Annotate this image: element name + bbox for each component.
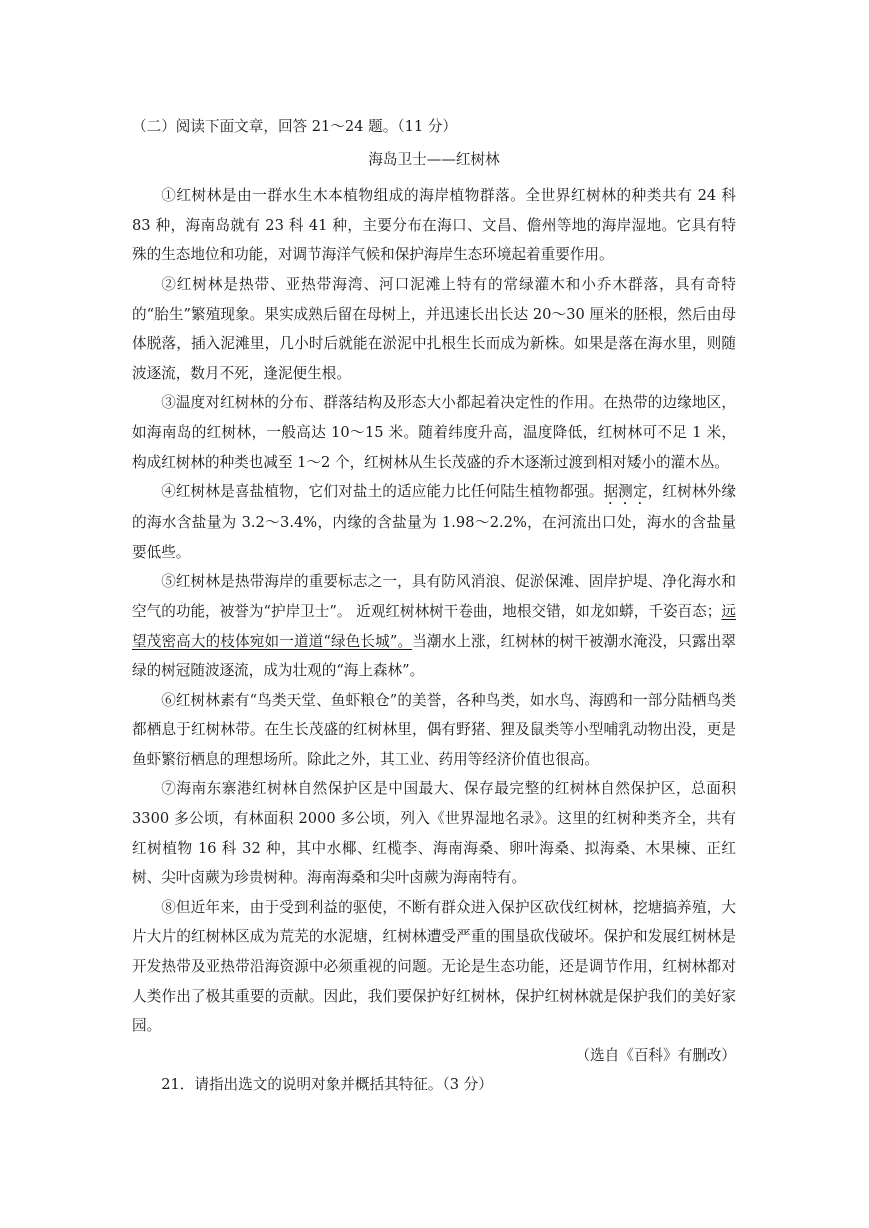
reading-passage bbox=[132, 112, 736, 1100]
dotted-phrase: 据测定 bbox=[603, 483, 648, 501]
paragraph-4-text-b: ，红树林外缘的海水含盐量为 3.2～3.4%，内缘的含盐量为 1.98～2.2%，在河流出口处，海水的含盐量要低些。 bbox=[132, 483, 736, 561]
paragraph-6: ⑥红树林素有“鸟类天堂、鱼虾粮仓”的美誉，各种鸟类，如水鸟、海鸥和一部分陆栖鸟类都栖息于红树林带。在生长茂盛的红树林里，偶有野猪、狸及鼠类等小型哺乳动物出没，更是鱼虾繁衍栖息的理想场所。除此之外，其工业、药用等经济价值也很高。 bbox=[132, 691, 736, 768]
paragraph-4 bbox=[132, 477, 736, 567]
paragraph-5 bbox=[132, 567, 736, 685]
paragraph-5-text-a: ⑤红树林是热带海岸的重要标志之一，具有防风消浪、促淤保滩、固岸护堤、净化海水和空气的功能，被誉为“护岸卫士”。 近观红树林树干卷曲，地根交错，如龙如蟒，千姿百态； bbox=[132, 573, 736, 620]
passage-title: 海岛卫士——红树林 bbox=[368, 150, 500, 168]
source-note: （选自《百科》有删改） bbox=[575, 1046, 736, 1064]
question-21: 21．请指出选文的说明对象并概括其特征。（3 分） bbox=[161, 1076, 493, 1094]
underlined-sentence: 远望茂密高大的枝体宛如一道道“绿色长城”。 bbox=[132, 602, 736, 650]
paragraph-5-text-b: 当潮水上涨，红树林的树干被潮水淹没，只露出翠绿的树冠随波逐流，成为壮观的“海上森林”。 bbox=[132, 632, 736, 680]
paragraph-1: ①红树林是由一群水生木本植物组成的海岸植物群落。全世界红树林的种类共有 24 科 83 种，海南岛就有 23 科 41 种，主要分布在海口、文昌、儋州等地的海岸湿地。它具有特殊的生态地位和功能，对调节海洋气候和保护海岸生态环境起着重要作用。 bbox=[132, 187, 736, 264]
paragraph-4-text-a: ④红树林是喜盐植物，它们对盐土的适应能力比任何陆生植物都强。 bbox=[161, 483, 604, 501]
section-header: （二）阅读下面文章，回答 21～24 题。（11 分） bbox=[132, 118, 458, 135]
paragraph-8: ⑧但近年来，由于受到利益的驱使，不断有群众进入保护区砍伐红树林，挖塘搞养殖，大片大片的红树林区成为荒芜的水泥塘，红树林遭受严重的围垦砍伐破坏。保护和发展红树林是开发热带及亚热带沿海资源中必须重视的问题。无论是生态功能，还是调节作用，红树林都对人类作出了极其重要的贡献。因此，我们要保护好红树林，保护红树林就是保护我们的美好家园。 bbox=[132, 898, 736, 1035]
paragraph-3: ③温度对红树林的分布、群落结构及形态大小都起着决定性的作用。在热带的边缘地区，如海南岛的红树林，一般高达 10～15 米。随着纬度升高，温度降低，红树林可不足 1 米，构成红树林的种类也减至 1～2 个，红树林从生长茂盛的乔木逐渐过渡到相对矮小的灌木丛。 bbox=[132, 394, 736, 471]
paragraph-7: ⑦海南东寨港红树林自然保护区是中国最大、保存最完整的红树林自然保护区，总面积 3300 多公顷，有林面积 2000 多公顷，列入《世界湿地名录》。这里的红树种类齐全，共有红树植物 16 科 32 种，其中水椰、红榄李、海南海桑、卵叶海桑、拟海桑、木果楝、正红树、尖叶卤蕨为珍贵树种。海南海桑和尖叶卤蕨为海南特有。 bbox=[132, 780, 736, 887]
paragraph-2: ②红树林是热带、亚热带海湾、河口泥滩上特有的常绿灌木和小乔木群落，具有奇特的“胎生”繁殖现象。果实成熟后留在母树上，并迅速长出长达 20～30 厘米的胚根，然后由母体脱落，插入泥滩里，几小时后就能在淤泥中扎根生长而成为新株。如果是落在海水里，则随波逐流，数月不死，逢泥便生根。 bbox=[132, 275, 736, 382]
